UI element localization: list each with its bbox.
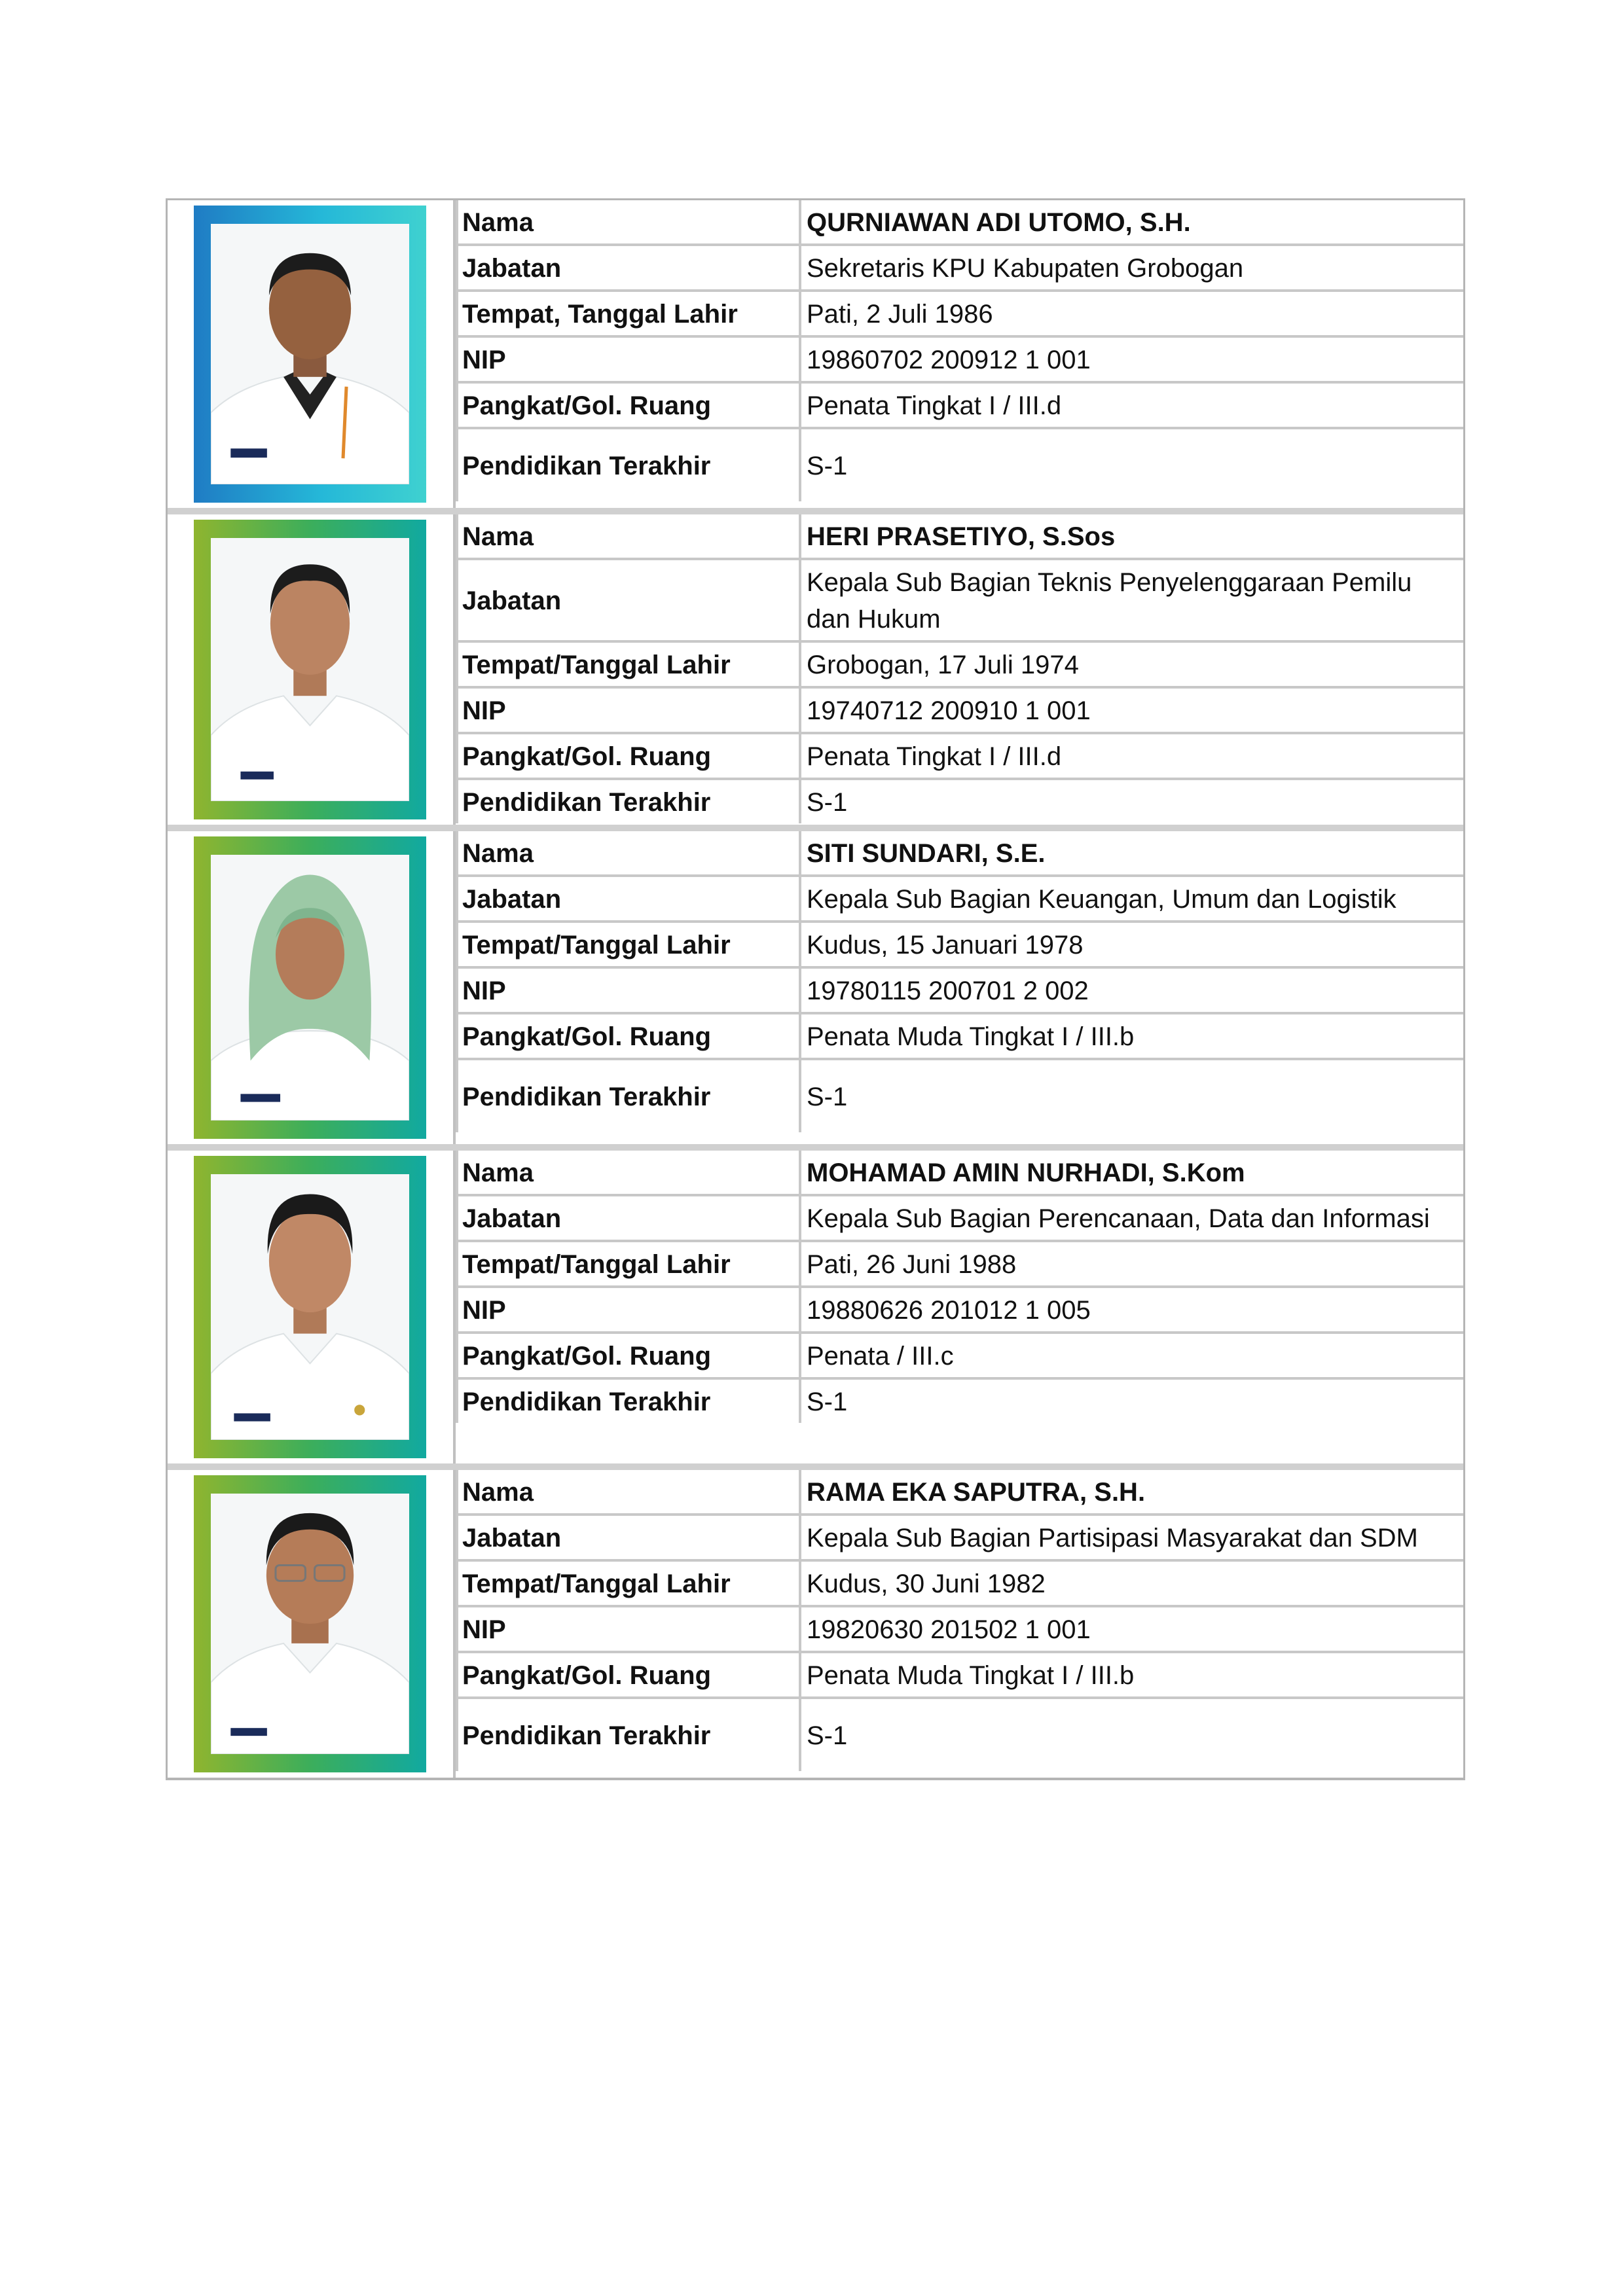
value-pendidikan: S-1 — [807, 1721, 848, 1750]
photo-cell — [168, 1470, 456, 1778]
value-jabatan: Kepala Sub Bagian Keuangan, Umum dan Logistik — [807, 885, 1396, 914]
photo-frame — [194, 206, 426, 503]
portrait-photo — [211, 1494, 409, 1754]
value-jabatan: Sekretaris KPU Kabupaten Grobogan — [807, 254, 1244, 283]
profile-info — [456, 200, 1463, 501]
photo-frame — [194, 836, 426, 1139]
value-nip: 19880626 201012 1 005 — [807, 1296, 1091, 1325]
profile-card — [168, 200, 1463, 508]
value-ttl: Kudus, 30 Juni 1982 — [807, 1570, 1046, 1598]
row-ttl — [456, 1242, 1463, 1288]
value-jabatan: Kepala Sub Bagian Partisipasi Masyarakat dan SDM — [807, 1524, 1418, 1552]
profile-card — [168, 825, 1463, 1144]
label-nama: Nama — [456, 1470, 801, 1513]
label-pangkat: Pangkat/Gol. Ruang — [456, 734, 801, 778]
value-nama: MOHAMAD AMIN NURHADI, S.Kom — [807, 1158, 1245, 1187]
value-nip: 19740712 200910 1 001 — [807, 696, 1091, 725]
value-nip: 19860702 200912 1 001 — [807, 346, 1091, 374]
row-nip — [456, 689, 1463, 734]
row-nip — [456, 969, 1463, 1014]
profile-info — [456, 831, 1463, 1132]
value-pendidikan: S-1 — [807, 452, 848, 480]
label-pendidikan: Pendidikan Terakhir — [456, 429, 801, 501]
profile-card — [168, 1144, 1463, 1463]
photo-cell — [168, 200, 456, 508]
profile-table — [166, 198, 1465, 1780]
label-nip: NIP — [456, 969, 801, 1012]
label-nip: NIP — [456, 1607, 801, 1651]
photo-frame — [194, 1156, 426, 1458]
row-jabatan — [456, 1516, 1463, 1562]
row-nama — [456, 1470, 1463, 1516]
profile-info — [456, 1151, 1463, 1423]
value-pendidikan: S-1 — [807, 1388, 848, 1416]
portrait-photo — [211, 855, 409, 1121]
row-nama — [456, 831, 1463, 877]
row-jabatan — [456, 246, 1463, 292]
label-ttl: Tempat/Tanggal Lahir — [456, 923, 801, 966]
row-nip — [456, 338, 1463, 384]
label-jabatan: Jabatan — [456, 246, 801, 289]
photo-cell — [168, 831, 456, 1144]
row-pendidikan — [456, 1060, 1463, 1132]
value-nama: RAMA EKA SAPUTRA, S.H. — [807, 1478, 1146, 1507]
value-nama: HERI PRASETIYO, S.Sos — [807, 522, 1116, 551]
label-ttl: Tempat/Tanggal Lahir — [456, 643, 801, 686]
row-jabatan — [456, 560, 1463, 643]
value-jabatan: Kepala Sub Bagian Perencanaan, Data dan Informasi — [807, 1204, 1430, 1233]
value-pangkat: Penata Muda Tingkat I / III.b — [807, 1661, 1135, 1690]
row-nama — [456, 200, 1463, 246]
profile-info — [456, 514, 1463, 823]
value-pendidikan: S-1 — [807, 788, 848, 817]
label-nama: Nama — [456, 831, 801, 874]
row-jabatan — [456, 877, 1463, 923]
label-nama: Nama — [456, 200, 801, 243]
value-ttl: Pati, 2 Juli 1986 — [807, 300, 993, 329]
label-pangkat: Pangkat/Gol. Ruang — [456, 1014, 801, 1058]
row-pangkat — [456, 384, 1463, 429]
value-pangkat: Penata Tingkat I / III.d — [807, 742, 1062, 771]
label-jabatan: Jabatan — [456, 877, 801, 920]
row-pangkat — [456, 1014, 1463, 1060]
portrait-photo — [211, 224, 409, 484]
label-nama: Nama — [456, 1151, 801, 1194]
row-pendidikan — [456, 780, 1463, 823]
label-pendidikan: Pendidikan Terakhir — [456, 1699, 801, 1771]
row-ttl — [456, 923, 1463, 969]
label-pendidikan: Pendidikan Terakhir — [456, 780, 801, 823]
row-pendidikan — [456, 1699, 1463, 1771]
row-pangkat — [456, 734, 1463, 780]
value-nama: QURNIAWAN ADI UTOMO, S.H. — [807, 208, 1191, 237]
row-nip — [456, 1607, 1463, 1653]
row-nip — [456, 1288, 1463, 1334]
label-ttl: Tempat/Tanggal Lahir — [456, 1562, 801, 1605]
row-jabatan — [456, 1196, 1463, 1242]
value-ttl: Grobogan, 17 Juli 1974 — [807, 651, 1079, 679]
row-ttl — [456, 643, 1463, 689]
label-nama: Nama — [456, 514, 801, 558]
row-ttl — [456, 292, 1463, 338]
portrait-photo — [211, 538, 409, 801]
label-pangkat: Pangkat/Gol. Ruang — [456, 1334, 801, 1377]
value-pendidikan: S-1 — [807, 1083, 848, 1111]
row-nama — [456, 1151, 1463, 1196]
label-jabatan: Jabatan — [456, 1196, 801, 1240]
value-ttl: Kudus, 15 Januari 1978 — [807, 931, 1084, 960]
label-pangkat: Pangkat/Gol. Ruang — [456, 384, 801, 427]
label-jabatan: Jabatan — [456, 1516, 801, 1559]
row-pangkat — [456, 1653, 1463, 1699]
value-nama: SITI SUNDARI, S.E. — [807, 839, 1046, 868]
row-pendidikan — [456, 1380, 1463, 1423]
label-nip: NIP — [456, 338, 801, 381]
photo-frame — [194, 520, 426, 819]
label-nip: NIP — [456, 689, 801, 732]
label-ttl: Tempat, Tanggal Lahir — [456, 292, 801, 335]
row-pangkat — [456, 1334, 1463, 1380]
value-nip: 19780115 200701 2 002 — [807, 977, 1089, 1005]
profile-card — [168, 508, 1463, 825]
value-pangkat: Penata Tingkat I / III.d — [807, 391, 1062, 420]
photo-frame — [194, 1475, 426, 1772]
photo-cell — [168, 514, 456, 825]
label-ttl: Tempat/Tanggal Lahir — [456, 1242, 801, 1285]
row-ttl — [456, 1562, 1463, 1607]
value-nip: 19820630 201502 1 001 — [807, 1615, 1091, 1644]
profile-info — [456, 1470, 1463, 1771]
value-pangkat: Penata Muda Tingkat I / III.b — [807, 1022, 1135, 1051]
value-pangkat: Penata / III.c — [807, 1342, 954, 1371]
profile-card — [168, 1463, 1463, 1778]
label-pendidikan: Pendidikan Terakhir — [456, 1380, 801, 1423]
label-pendidikan: Pendidikan Terakhir — [456, 1060, 801, 1132]
row-nama — [456, 514, 1463, 560]
label-jabatan: Jabatan — [456, 560, 801, 640]
label-pangkat: Pangkat/Gol. Ruang — [456, 1653, 801, 1696]
row-pendidikan — [456, 429, 1463, 501]
value-ttl: Pati, 26 Juni 1988 — [807, 1250, 1017, 1279]
photo-cell — [168, 1151, 456, 1463]
value-jabatan: Kepala Sub Bagian Teknis Penyelenggaraan Pemilu dan Hukum — [807, 568, 1412, 634]
label-nip: NIP — [456, 1288, 801, 1331]
portrait-photo — [211, 1174, 409, 1440]
